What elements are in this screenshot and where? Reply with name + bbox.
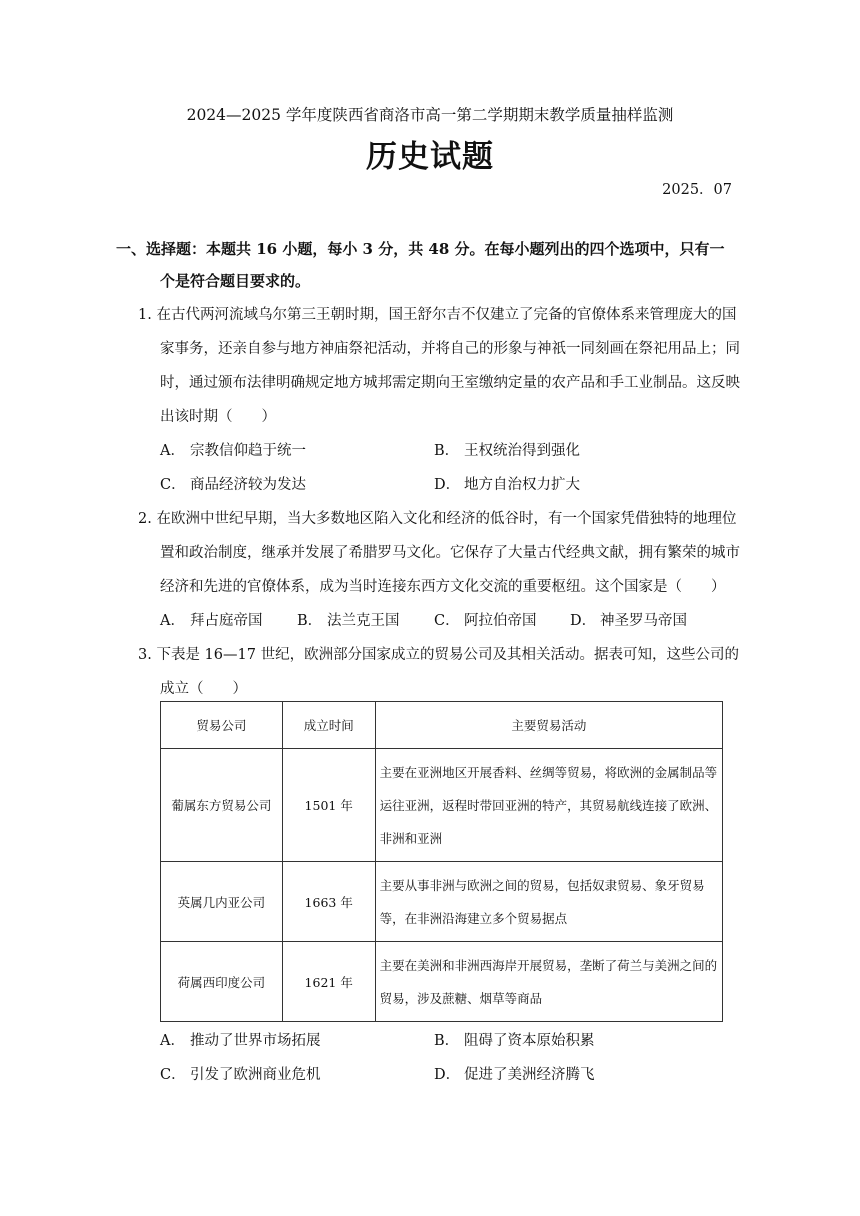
table-header-company: 贸易公司 [161,702,283,749]
table-row [161,862,723,942]
trade-company-table [160,701,723,1022]
table-row [161,942,723,1022]
question-3-line-2: 成立（ ） [160,681,247,697]
question-1-line-3: 时，通过颁布法律明确规定地方城邦需定期向王室缴纳定量的农产品和手工业制品。这反映 [160,375,740,391]
table-cell-activity: 主要从事非洲与欧洲之间的贸易，包括奴隶贸易、象牙贸易等，在非洲沿海建立多个贸易据点 [375,862,722,942]
section-heading-line-1: 一、选择题：本题共 16 小题，每小 3 分，共 48 分。在每小题列出的四个选项中，只有一 [116,240,725,258]
question-1-line-2: 家事务，还亲自参与地方神庙祭祀活动，并将自己的形象与神祇一同刻画在祭祀用品上；同 [160,341,740,357]
option-text: 王权统治得到强化 [464,443,580,459]
option-letter: B． [434,1033,460,1049]
q1-option-c[interactable] [160,473,306,494]
option-text: 商品经济较为发达 [190,477,306,493]
q1-option-d[interactable] [434,473,580,494]
q3-option-c[interactable] [160,1063,321,1084]
question-2-line-1: 2. 在欧洲中世纪早期，当大多数地区陷入文化和经济的低谷时，有一个国家凭借独特的地理位 [138,511,737,527]
option-letter: D． [434,1067,461,1083]
question-1-line-1: 1. 在古代两河流域乌尔第三王朝时期，国王舒尔吉不仅建立了完备的官僚体系来管理庞大的国 [138,307,737,323]
subject-title: 历史试题 [366,139,494,175]
option-text: 宗教信仰趋于统一 [190,443,306,459]
option-letter: A． [160,613,185,629]
table-cell-year: 1621 年 [282,942,375,1022]
option-letter: A． [160,1033,185,1049]
table-header-year: 成立时间 [282,702,375,749]
table-row [161,749,723,862]
option-text: 地方自治权力扩大 [464,477,580,493]
option-text: 引发了欧洲商业危机 [190,1067,321,1083]
option-text: 阿拉伯帝国 [464,613,537,629]
question-2-line-2: 置和政治制度，继承并发展了希腊罗马文化。它保存了大量古代经典文献，拥有繁荣的城市 [160,545,740,561]
question-3-line-1: 3. 下表是 16—17 世纪，欧洲部分国家成立的贸易公司及其相关活动。据表可知，这些公司的 [138,647,740,663]
q3-option-d[interactable] [434,1063,595,1084]
option-letter: B． [297,613,323,629]
table-cell-year: 1501 年 [282,749,375,862]
option-letter: C． [434,613,460,629]
table-cell-year: 1663 年 [282,862,375,942]
option-letter: D． [570,613,597,629]
q1-option-a[interactable] [160,439,306,460]
option-text: 神圣罗马帝国 [600,613,687,629]
q3-option-b[interactable] [434,1029,595,1050]
option-text: 阻碍了资本原始积累 [464,1033,595,1049]
table-cell-company: 葡属东方贸易公司 [161,749,283,862]
q2-option-d[interactable] [570,609,687,630]
table-header-activity: 主要贸易活动 [375,702,722,749]
q2-option-c[interactable] [434,609,537,630]
table-cell-company: 荷属西印度公司 [161,942,283,1022]
question-2-line-3: 经济和先进的官僚体系，成为当时连接东西方文化交流的重要枢纽。这个国家是（ ） [160,579,726,595]
section-heading-line-2: 个是符合题目要求的。 [160,272,311,290]
q1-option-b[interactable] [434,439,580,460]
q2-option-b[interactable] [297,609,400,630]
option-letter: A． [160,443,185,459]
option-text: 促进了美洲经济腾飞 [464,1067,595,1083]
q2-option-a[interactable] [160,609,263,630]
option-letter: D． [434,477,461,493]
table-cell-activity: 主要在美洲和非洲西海岸开展贸易，垄断了荷兰与美洲之间的贸易，涉及蔗糖、烟草等商品 [375,942,722,1022]
q3-option-a[interactable] [160,1029,321,1050]
option-text: 拜占庭帝国 [190,613,263,629]
option-text: 法兰克王国 [327,613,400,629]
table-header-row [161,702,723,749]
option-letter: B． [434,443,460,459]
option-letter: C． [160,477,186,493]
table-cell-company: 英属几内亚公司 [161,862,283,942]
option-text: 推动了世界市场拓展 [190,1033,321,1049]
exam-date: 2025．07 [662,182,732,198]
exam-title: 2024—2025 学年度陕西省商洛市高一第二学期期末教学质量抽样监测 [186,106,674,124]
table-cell-activity: 主要在亚洲地区开展香料、丝绸等贸易，将欧洲的金属制品等运往亚洲，返程时带回亚洲的特产，其贸易航线连接了欧洲、非洲和亚洲 [375,749,722,862]
question-1-line-4: 出该时期（ ） [160,409,276,425]
option-letter: C． [160,1067,186,1083]
